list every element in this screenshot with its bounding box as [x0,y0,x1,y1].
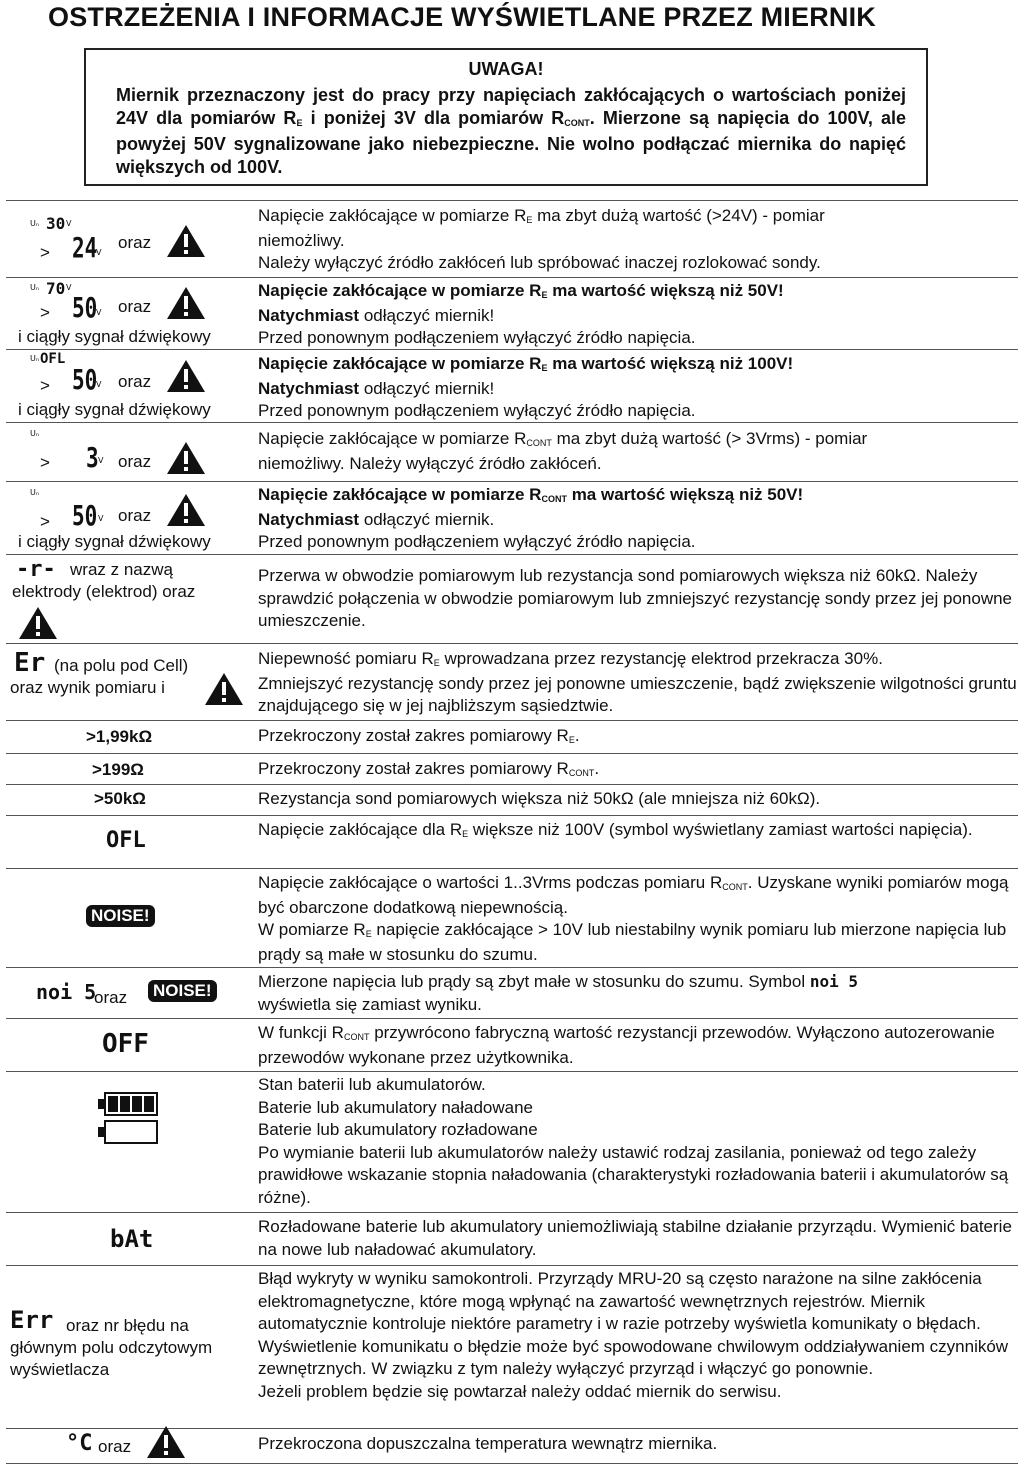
info-row-8: >1,99kΩ Przekroczony został zakres pomiarowy $R_E$. [6,721,1018,754]
info-row-10: >50kΩ Rezystancja sond pomiarowych większa niż 50kΩ (ale mniejsza niż 60kΩ). [6,785,1018,816]
warning-box [84,48,928,186]
page-title: OSTRZEŻENIA I INFORMACJE WYŚWIETLANE PRZEZ MIERNIK [48,2,877,32]
warning-triangle-icon [166,224,206,258]
display-main-value: 50 [72,291,98,324]
info-row-11: OFL Napięcie zakłócające dla $R_E$ większe niż 100V (symbol wyświetlany zamiast wartości napięcia). [6,816,1018,869]
un-label: Uₙ [30,219,40,228]
battery-empty-icon [98,1120,158,1144]
display-main-value: 24 [72,231,98,264]
info-row-1: Uₙ 30 V > 24 V oraz Napięcie zakłócające w pomiarze $R_E$ ma zbyt dużą wartość (>24V) - pomiar niemożliwy. Należy wyłączyć źródło zakłóceń lub spróbować inaczej rozlokować sondy. [6,200,1018,278]
noise-symbol: noi 5 [809,972,859,991]
range-exceeded-rcont: >199Ω [92,760,144,779]
warning-triangle-icon [166,286,206,320]
warning-triangle-icon [166,359,206,393]
temperature-symbol: °C [66,1431,93,1456]
error-symbol: Er [14,648,46,678]
info-row-16: bAt Rozładowane baterie lub akumulatory uniemożliwiają stabilne działanie przyrządu. Wymienić baterie na nowe lub naładować akumulatory. [6,1213,1018,1266]
warning-triangle-icon [146,1425,186,1459]
noise-indicator: NOISE! [86,905,155,927]
info-row-9: >199Ω Przekroczony został zakres pomiarowy $R_{CONT}$. [6,754,1018,785]
noise-symbol: noi 5 [36,980,97,1004]
warning-triangle-icon [204,672,244,706]
info-row-5: Uₙ > 50 V oraz i ciągły sygnał dźwiękowy Napięcie zakłócające w pomiarze $R_{CONT}$ ma wartość większą niż 50V! Natychmiast odłączyć miernik. Przed ponownym podłączeniem wyłączyć źródło napięcia. [6,482,1018,555]
battery-low-symbol: bAt [110,1225,154,1253]
info-row-14: OFF W funkcji $R_{CONT}$ przywrócono fabryczną wartość rezystancji przewodów. Wyłączono autozerowanie przewodów wykonane przez użytkownika. [6,1019,1018,1072]
warning-text: Miernik przeznaczony jest do pracy przy napięciach zakłócających o wartościach poniżej 24V dla pomiarów $R_E$ i poniżej 3V dla pomiarów $R_{CONT}$. Mierzone są napięcia do 100V, ale powyżej 50V sygnalizowane jako niebezpieczne. Nie wolno podłączać miernika do napięć większych od 100V. [116,85,907,177]
display-top-value: OFL [40,351,66,367]
warning-heading: UWAGA! [468,59,544,79]
info-row-7: Er (na polu pod Cell) oraz wynik pomiaru i Niepewność pomiaru $R_E$ wprowadzana przez rezystancję elektrod przekracza 30%. Zmniejszyć rezystancję sondy przez jej ponowne umieszczenie, bądź zwiększenie wilgotności gruntu znajdującego się w jej najbliższym sąsiedztwie. [6,644,1018,721]
info-row-3: Uₙ OFL > 50 V oraz i ciągły sygnał dźwiękowy Napięcie zakłócające w pomiarze $R_E$ ma wartość większą niż 100V! Natychmiast odłączyć miernik! Przed ponownym podłączeniem wyłączyć źródło napięcia. [6,350,1018,423]
warning-triangle-icon [18,606,58,640]
info-row-12: NOISE! Napięcie zakłócające o wartości 1..3Vrms podczas pomiaru $R_{CONT}$. Uzyskane wyniki pomiarów mogą być obarczone dodatkową niepewnością. W pomiarze $R_E$ napięcie zakłócające > 10V lub niestabilny wynik pomiaru lub mierzone napięcia lub prądy są małe w stosunku do szumu. [6,869,1018,968]
info-row-17: Err oraz nr błędu na głównym polu odczytowym wyświetlacza Błąd wykryty w wyniku samokontroli. Przyrządy MRU-20 są często narażone na silne zakłócenia elektromagnetyczne, które mogą wpłynąć na zawartość wewnętrznych rejestrów. Miernik automatycznie kontroluje niektóre parametry i w razie potrzeby wyświetla komunikaty o błędach. Wyświetlenie komunikatu o błędzie może być spowodowane chwilowym oddziaływaniem czynników zewnętrznych. W związku z tym należy wyłączyć przyrząd i włączyć go ponownie. Jeżeli problem będzie się powtarzał należy oddać miernik do serwisu. [6,1266,1018,1429]
display-top-value: 70 [46,279,66,298]
display-main-value: 50 [72,499,98,532]
display-main-value: 50 [72,363,98,396]
error-code-symbol: Err [10,1306,54,1334]
info-row-15: Stan baterii lub akumulatorów. Baterie lub akumulatory naładowane Baterie lub akumulatory rozładowane Po wymianie baterii lub akumulatorów należy ustawić rodzaj zasilania, ponieważ od tego zależy prawidłowe wskazanie stopnia naładowania (charakterystyki rozładowania baterii i akumulatorów są różne). [6,1072,1018,1213]
display-main-value: 3 [86,441,99,474]
probe-resistance-label: >50kΩ [94,789,146,808]
info-row-4: Uₙ > 3 V oraz Napięcie zakłócające w pomiarze $R_{CONT}$ ma zbyt dużą wartość (> 3Vrms) - pomiar niemożliwy. Należy wyłączyć źródło zakłóceń. [6,423,1018,482]
info-row-2: Uₙ 70 V > 50 V oraz i ciągły sygnał dźwiękowy Napięcie zakłócające w pomiarze $R_E$ ma wartość większą niż 50V! Natychmiast odłączyć miernik! Przed ponownym podłączeniem wyłączyć źródło napięcia. [6,277,1018,350]
range-exceeded-re: >1,99kΩ [86,727,153,746]
off-symbol: OFF [102,1029,149,1059]
noise-indicator: NOISE! [148,980,217,1002]
display-top-value: 30 [46,214,66,233]
info-row-13: noi 5 oraz NOISE! Mierzone napięcia lub prądy są zbyt małe w stosunku do szumu. Symbol noi 5 wyświetla się zamiast wyniku. [6,968,1018,1019]
warning-triangle-icon [166,493,206,527]
battery-full-icon [98,1092,158,1116]
info-row-6: -r- wraz z nazwą elektrody (elektrod) oraz Przerwa w obwodzie pomiarowym lub rezystancja sond pomiarowych większa niż 60kΩ. Należy sprawdzić połączenia w obwodzie pomiarowym lub zmniejszyć rezystancję sondy przez jej ponowne umieszczenie. [6,555,1018,644]
overflow-symbol: OFL [106,828,146,853]
warning-triangle-icon [166,441,206,475]
info-row-18: °C oraz Przekroczona dopuszczalna temperatura wewnątrz miernika. [6,1429,1018,1464]
open-circuit-symbol: -r- [16,557,56,582]
